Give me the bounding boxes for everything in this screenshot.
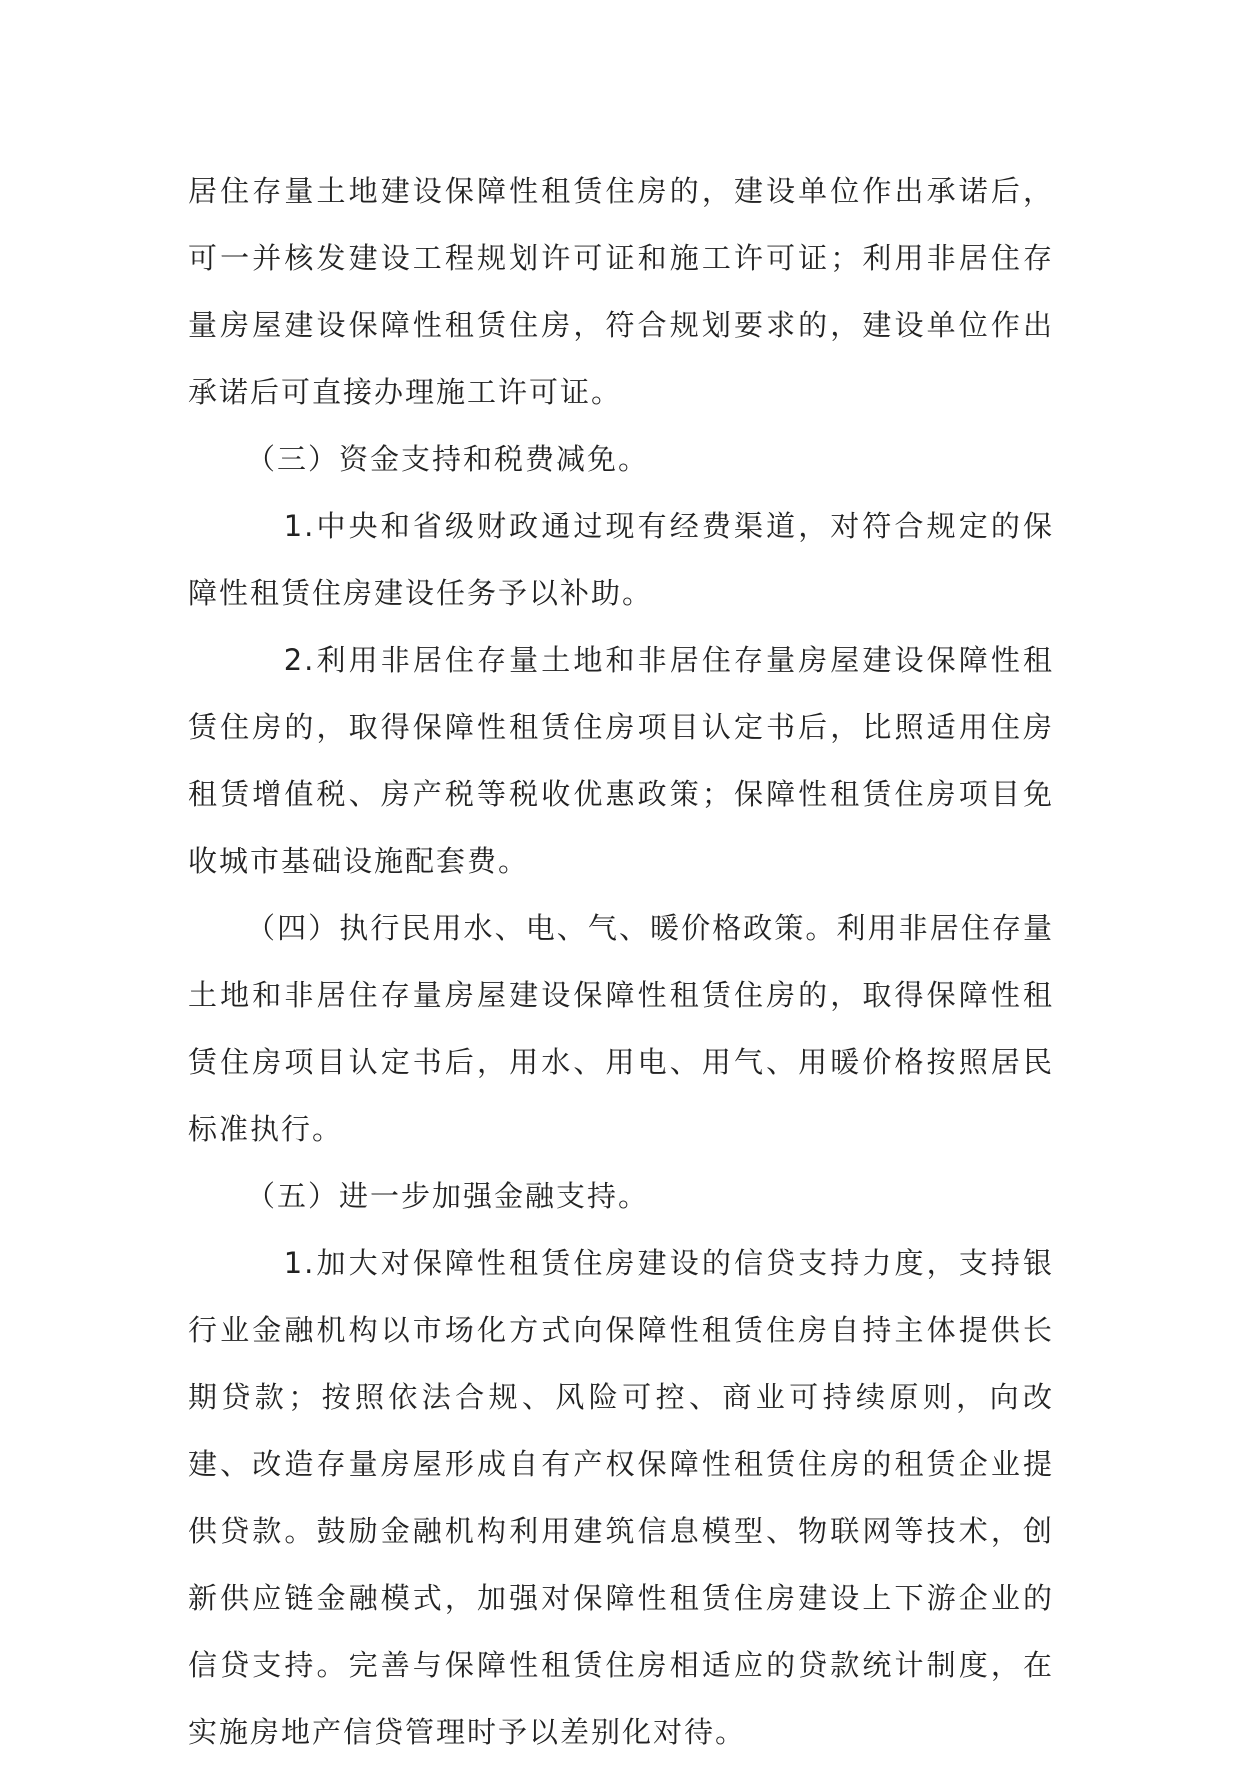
section-heading-three: （三）资金支持和税费减免。 [246, 442, 650, 476]
section-heading-five: （五）进一步加强金融支持。 [246, 1179, 650, 1213]
list-item-credit-support: 1.加大对保障性租赁住房建设的信贷支持力度，支持银行业金融机构以市场化方式向保障性租赁住房自持主体提供长期贷款；按照依法合规、风险可控、商业可持续原则，向改建、改造存量房屋形成自有产权保障性租赁住房的租赁企业提供贷款。鼓励金融机构利用建筑信息模型、物联网等技术，创新供应链金融模式，加强对保障性租赁住房建设上下游企业的信贷支持。完善与保障性租赁住房相适应的贷款统计制度，在实施房地产信贷管理时予以差别化对待。 [188, 1246, 1054, 1749]
paragraph-continuation: 居住存量土地建设保障性租赁住房的，建设单位作出承诺后，可一并核发建设工程规划许可证和施工许可证；利用非居住存量房屋建设保障性租赁住房，符合规划要求的，建设单位作出承诺后可直接办理施工许可证。 [188, 174, 1054, 409]
list-item-central-subsidy: 1.中央和省级财政通过现有经费渠道，对符合规定的保障性租赁住房建设任务予以补助。 [188, 509, 1054, 610]
document-body [188, 158, 1054, 1766]
section-utility-pricing: （四）执行民用水、电、气、暖价格政策。利用非居住存量土地和非居住存量房屋建设保障性租赁住房的，取得保障性租赁住房项目认定书后，用水、用电、用气、用暖价格按照居民标准执行。 [188, 911, 1054, 1146]
list-item-tax-preference: 2.利用非居住存量土地和非居住存量房屋建设保障性租赁住房的，取得保障性租赁住房项目认定书后，比照适用住房租赁增值税、房产税等税收优惠政策；保障性租赁住房项目免收城市基础设施配套费。 [188, 643, 1054, 878]
